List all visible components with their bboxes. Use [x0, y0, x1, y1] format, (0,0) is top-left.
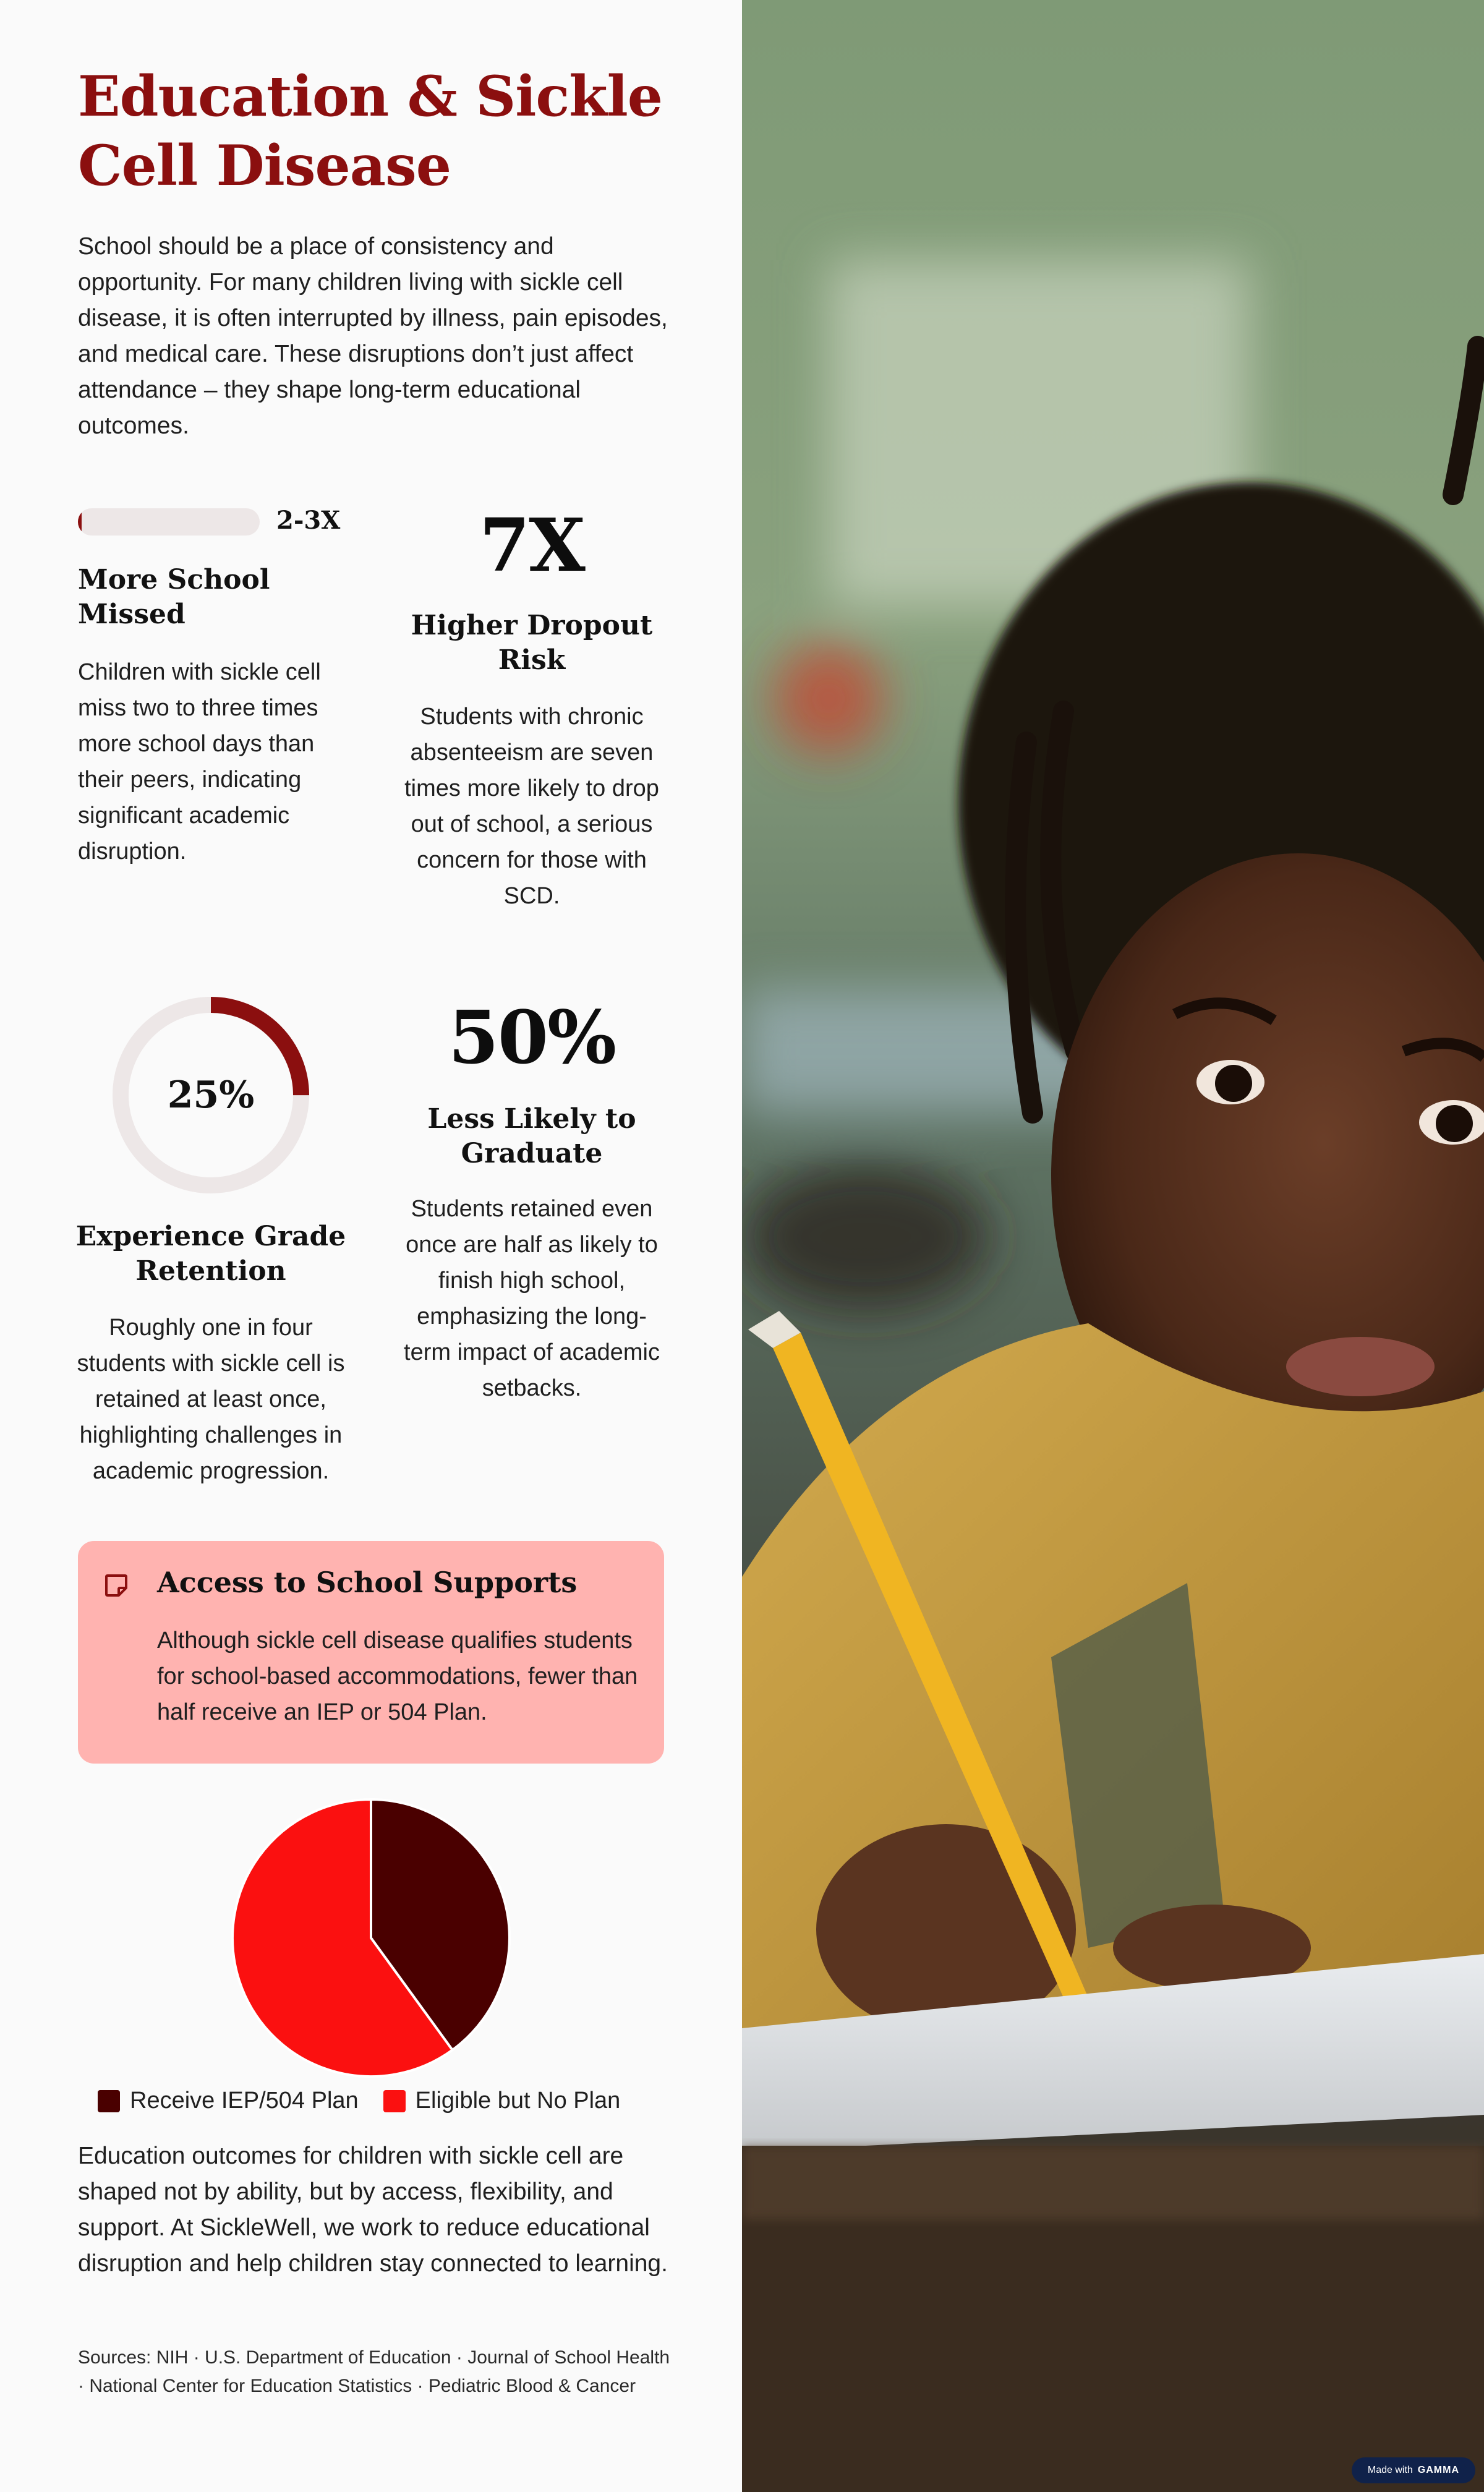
retention-body: Roughly one in four students with sickle cell is retained at least once, highlighting challenges in academic progression. [77, 1315, 345, 1484]
hero-photo [742, 0, 1484, 2492]
missed-progress-bar [78, 508, 260, 536]
intro-paragraph: School should be a place of consistency and opportunity. For many children living with sickle cell disease, it is often interrupted by illness, pain episodes, and medical care. These disruptions don’t just affect attendance – they shape long-term educational outcomes. [78, 233, 668, 439]
legend-label-no-plan: Eligible but No Plan [415, 2088, 621, 2114]
graduate-heading: Less Likely to Graduate [427, 1103, 636, 1169]
supports-callout [78, 1541, 664, 1764]
callout-body: Although sickle cell disease qualifies students for school-based accommodations, fewer than half receive an IEP or 504 Plan. [157, 1628, 638, 1725]
graduate-stat-value: 50% [448, 994, 616, 1080]
missed-progress-fill [78, 508, 82, 536]
dropout-heading: Higher Dropout Risk [411, 610, 653, 676]
missed-body: Children with sickle cell miss two to three times more school days than their peers, indicating significant academic disruption. [78, 659, 321, 864]
badge-brand: GAMMA [1417, 2465, 1459, 2475]
legend-item [98, 2088, 359, 2114]
graduate-body: Students retained even once are half as likely to finish high school, emphasizing the long-term impact of academic setbacks. [404, 1196, 660, 1401]
callout-title: Access to School Supports [157, 1566, 578, 1599]
badge-prefix: Made with [1367, 2465, 1413, 2475]
retention-heading: Experience Grade Retention [75, 1221, 346, 1287]
dropout-stat-value: 7X [479, 502, 584, 588]
retention-donut [110, 994, 312, 1196]
missed-heading: More School Missed [78, 564, 270, 630]
closing-paragraph: Education outcomes for children with sickle cell are shaped not by ability, but by access, flexibility, and support. At SickleWell, we work to reduce educational disruption and help children stay connected to learning. [78, 2143, 668, 2277]
retention-stat-value: 25% [167, 1073, 255, 1117]
missed-stat-value: 2-3X [276, 506, 341, 535]
legend-swatch-plan [98, 2090, 120, 2112]
made-with-badge[interactable] [1352, 2457, 1475, 2483]
pie-legend [98, 2088, 645, 2114]
legend-swatch-no-plan [383, 2090, 406, 2112]
girl-writing-photo [742, 0, 1484, 2492]
note-icon [103, 1572, 130, 1599]
iep-pie-chart [230, 1797, 512, 2079]
dropout-body: Students with chronic absenteeism are seven times more likely to drop out of school, a serious concern for those with SCD. [404, 704, 659, 909]
page-title: Education & Sickle Cell Disease [78, 64, 663, 198]
legend-label-plan: Receive IEP/504 Plan [130, 2088, 359, 2114]
legend-item [383, 2088, 621, 2114]
sources-text: Sources: NIH · U.S. Department of Education · Journal of School Health · National Center for Education Statistics · Pediatric Blood & Cancer [78, 2347, 670, 2396]
